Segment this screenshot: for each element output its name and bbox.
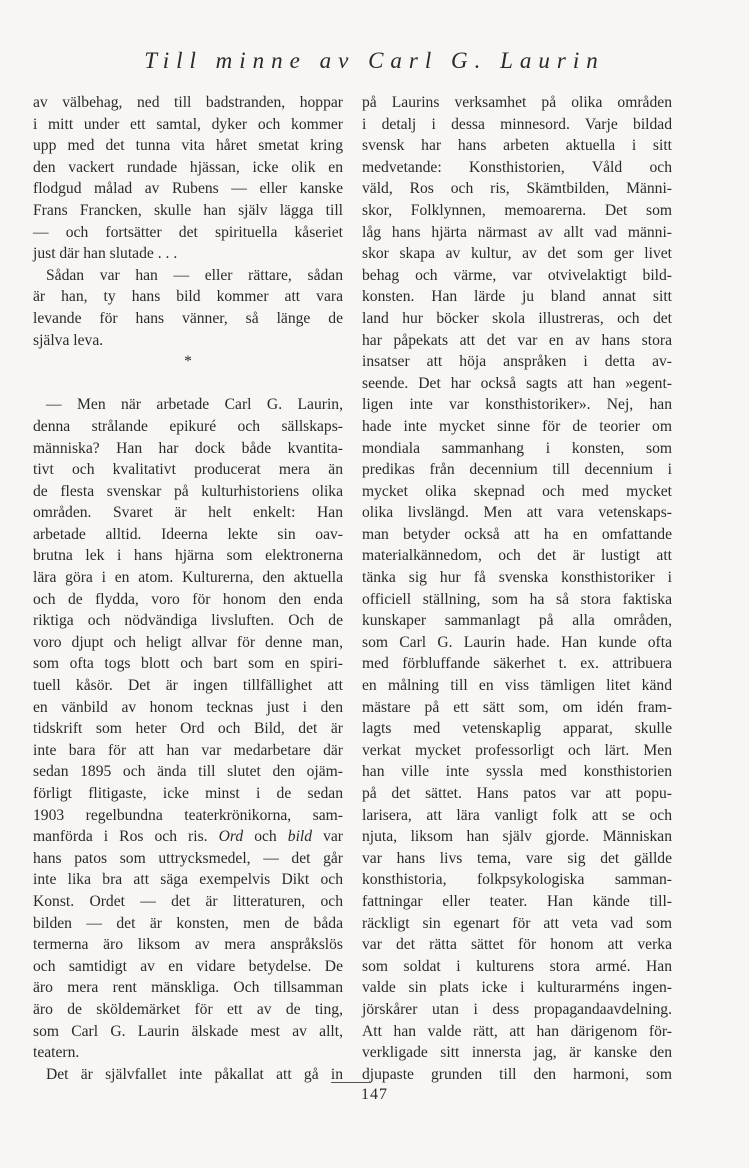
text-line: väld, Ros och ris, Skämtbilden, Männi-: [362, 180, 672, 198]
text-line: den vackert rundade hjässan, icke olik en: [33, 158, 343, 176]
text-line: som Carl G. Laurin hade. Han kunde ofta: [362, 633, 672, 651]
text-line: termerna äro liksom av mera anspråkslös: [33, 936, 343, 954]
italic-word-ord: Ord: [218, 828, 244, 846]
text-line: tidskrift som heter Ord och Bild, det är: [33, 720, 343, 738]
blank-line: [33, 373, 343, 395]
right-column: [362, 92, 672, 1085]
text-line: av välbehag, ned till badstranden, hoppar: [33, 94, 343, 111]
text-line: kunskaper sammanlagt på alla områden,: [362, 612, 672, 630]
text-fragment: manförda i Ros och ris.: [33, 828, 208, 846]
text-line: verkat mycket professorligt och lärt. Men: [362, 741, 672, 759]
text-line: konsthistoria, folkpsykologiska samman-: [362, 871, 672, 889]
italic-word-bild: bild: [287, 828, 313, 846]
text-line: som Carl G. Laurin älskade mest av allt,: [33, 1022, 343, 1040]
text-line: behag och värme, var otvivelaktigt bild-: [362, 266, 672, 284]
text-line: insatser att höja anspråken i detta av-: [362, 353, 672, 371]
text-line: Sådan var han — eller rättare, sådan: [46, 266, 343, 284]
text-line: denna strålande epikuré och sällskaps-: [33, 417, 343, 435]
text-line: just där han slutade . . .: [33, 245, 178, 263]
text-line: bilden — det är konsten, men de båda: [33, 914, 343, 932]
text-line: Konst. Ordet — det är litteraturen, och: [33, 892, 343, 910]
text-line: en vänbild av honom tecknas just i den: [33, 698, 343, 716]
text-line: han ville inte syssla med konsthistorien: [362, 763, 672, 781]
text-line: teatern.: [33, 1044, 80, 1062]
text-line: på Laurins verksamhet på olika områden: [362, 94, 672, 111]
text-line: har påpekats att det var en av hans stora: [362, 331, 672, 349]
text-line: medvetande: Konsthistorien, Våld och: [362, 158, 672, 176]
text-line: lagts med vetenskaplig apparat, skulle: [362, 720, 672, 738]
text-line: land hur böcker skola illustreras, och det: [362, 309, 672, 327]
text-line: i mitt under ett samtal, dyker och kommer: [33, 115, 343, 133]
text-line: räckligt sin egenart för att veta vad som: [362, 914, 672, 932]
text-line: svensk har hans arbeten aktuella i sitt: [362, 137, 672, 155]
text-line: själva leva.: [33, 331, 104, 349]
text-line: larisera, att lära vanligt folk att se och: [362, 806, 672, 824]
text-line: som soldat i kulturens stora armé. Han: [362, 957, 672, 975]
text-line: äro mera rent mänskliga. Och tillsamman: [33, 979, 343, 997]
text-line: valde sin plats icke i kulturarméns ingen-: [362, 979, 672, 997]
text-line: fattningar eller teater. Han kände till-: [362, 892, 672, 910]
text-line: i detalj i dessa minnesord. Varje bildad: [362, 115, 672, 133]
text-line: skor skapa av kultur, av det som ger livet: [362, 245, 672, 263]
text-line: tuell kåsör. Det är ingen tillfällighet att: [33, 677, 343, 695]
text-line: låg hans hjärta närmast av allt vad männi-: [362, 223, 672, 241]
left-column: [33, 92, 343, 1085]
text-line: mondiala sammanhang i konsten, som: [362, 439, 672, 457]
text-line: materialkännedom, och det är lustigt att: [362, 547, 672, 565]
text-line: officiell ställning, som ha så stora faktiska: [362, 590, 672, 608]
text-line: tivt och kvalitativt producerat mera än: [33, 461, 343, 479]
text-line: verkligade sitt innersta jag, är kanske den: [362, 1044, 672, 1062]
text-line: upp med det tunna vita håret smetat kring: [33, 137, 343, 155]
text-line: seende. Det har också sagts att han »egent-: [362, 374, 672, 392]
text-line: inte lika bra att säga exempelvis Dikt och: [33, 871, 343, 889]
text-line: äro de sköldemärket för ett av de ting,: [33, 1000, 343, 1018]
text-line: arbetade alltid. Ideerna lekte sin oav-: [33, 525, 343, 543]
section-divider-asterisk: *: [184, 353, 192, 371]
text-line: tänka sig hur få svenska konsthistoriker i: [362, 569, 672, 587]
text-line: brutna lek i hans hjärna som elektronerna: [33, 547, 343, 565]
text-line: förligt flitigaste, icke minst i de sedan: [33, 785, 343, 802]
text-line: mästare på ett sätt som, om idén fram-: [362, 698, 672, 716]
running-header: Till minne av Carl G. Laurin: [144, 48, 605, 73]
text-line-with-italics: [33, 826, 343, 848]
text-fragment: var: [312, 828, 343, 846]
text-line: hade inte mycket sinne för de teorier om: [362, 417, 672, 435]
text-line: var hans livs tema, vare sig det gällde: [362, 849, 672, 867]
text-fragment: och: [243, 828, 288, 846]
text-line: är han, ty hans bild kommer att vara: [33, 288, 343, 306]
text-line: med förbluffande säkerhet t. ex. attribuera: [362, 655, 672, 673]
text-line: människa? Han har dock både kvantita-: [33, 439, 343, 457]
text-line: inte bara för att han var medarbetare där: [33, 741, 343, 759]
page-number: 147: [361, 1086, 388, 1103]
text-line: på det sättet. Hans patos var att popu-: [362, 785, 672, 802]
text-line: de flesta svenskar på kulturhistoriens olika: [33, 482, 343, 500]
text-line: voro djupt och heligt allvar för denne man,: [33, 633, 343, 651]
text-line: flodgud målad av Rubens — eller kanske: [33, 180, 343, 198]
text-line: riktiga och nödvändiga livsluften. Och de: [33, 612, 343, 630]
text-line: Frans Francken, skulle han själv lägga till: [33, 201, 343, 219]
text-line: lära göra i en atom. Kulturerna, den aktuella: [33, 569, 343, 587]
text-line: — Men när arbetade Carl G. Laurin,: [46, 396, 343, 414]
text-line: och samtidigt av en vidare betydelse. De: [33, 957, 343, 975]
text-line: levande för hans vänner, så länge de: [33, 309, 343, 327]
text-line: skor, Folklynnen, memoarerna. Det som: [362, 201, 672, 219]
text-line: predikas från decennium till decennium i: [362, 461, 672, 479]
text-line: — och fortsätter det spirituella kåseriet: [33, 223, 343, 241]
text-line: Att han valde rätt, att han därigenom för-: [362, 1022, 672, 1040]
text-line: Det är självfallet inte påkallat att gå in: [46, 1065, 343, 1083]
text-line: områden. Svaret är helt enkelt: Han: [33, 504, 343, 522]
text-line: man betyder också att ha en omfattande: [362, 525, 672, 543]
text-line: konsten. Han lärde ju bland annat sitt: [362, 288, 672, 306]
text-line: som ofta togs blott och bart som en spiri-: [33, 655, 343, 673]
text-line: mycket olika skepnad och med mycket: [362, 482, 672, 500]
text-line: en målning till en viss tämligen litet känd: [362, 677, 672, 695]
text-line: hans patos som uttrycksmedel, — det går: [33, 849, 343, 867]
text-line: jörskårer utan i dess propagandaavdelning.: [362, 1000, 672, 1018]
text-line: och de flydda, voro för honom den enda: [33, 590, 343, 608]
text-line: njuta, liksom han själv gjorde. Människan: [362, 828, 672, 846]
text-line: olika livslängd. Men att vara vetenskaps-: [362, 504, 672, 522]
text-line: djupaste grunden till den harmoni, som: [362, 1065, 672, 1083]
text-line: ligen inte var konsthistoriker». Nej, han: [362, 396, 672, 414]
footer-rule: [331, 1082, 371, 1083]
text-line: var det rätta sättet för honom att verka: [362, 936, 672, 954]
text-line: 1903 regelbundna teaterkrönikorna, sam-: [33, 806, 343, 824]
text-line: sedan 1895 och ända till slutet den ojäm-: [33, 763, 343, 781]
